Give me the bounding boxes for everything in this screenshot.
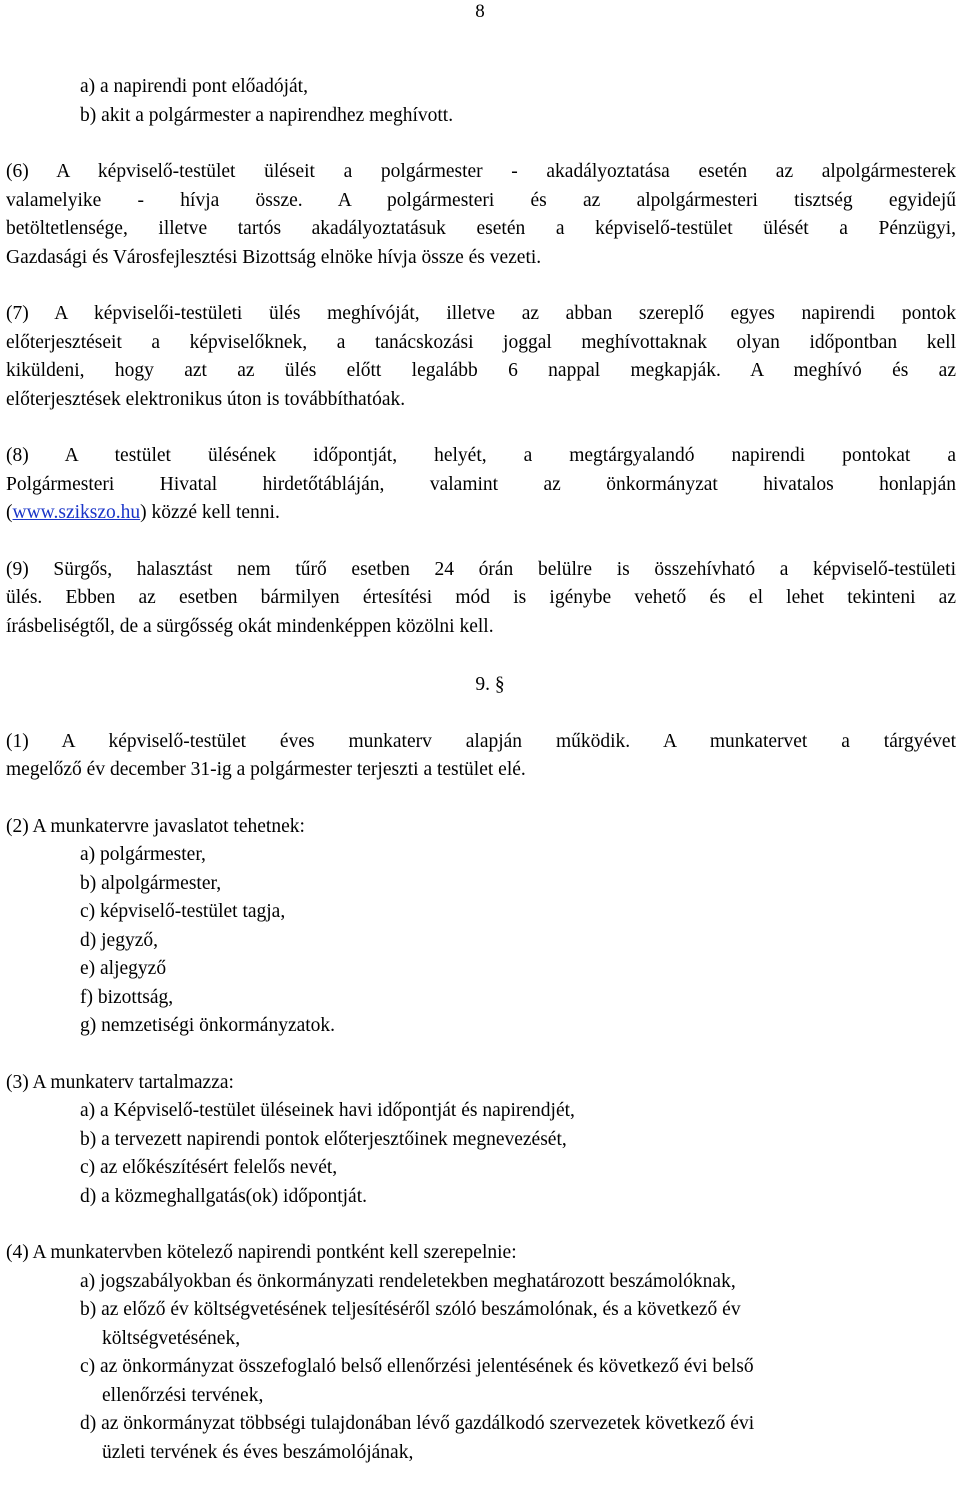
proposer-list [6, 841, 956, 1041]
text-line [6, 499, 956, 528]
section-heading: 9. § [475, 674, 505, 695]
list-item: b) a tervezett napirendi pontok előterjesztőinek megnevezését, [80, 1128, 567, 1150]
paragraph-heading: (4) A munkatervben kötelező napirendi pontként kell szerepelnie: [6, 1242, 517, 1263]
text-line: betöltetlensége, illetve tartós akadályoztatásuk esetén a képviselő-testület ülését a Pénzügyi, [6, 218, 956, 239]
text-line: (9) Sürgős, halasztást nem tűrő esetben 24 órán belülre is összehívható a képviselő-testületi [6, 558, 956, 580]
text-line: valamelyike - hívja össze. A polgármesteri és az alpolgármesteri tisztség egyidejű [6, 189, 956, 211]
text-line: (6) A képviselő-testület üléseit a polgármester - akadályoztatása esetén az alpolgármesterek [6, 161, 956, 182]
list-item: d) az önkormányzat többségi tulajdonában lévő gazdálkodó szervezetek következő évi [80, 1413, 755, 1434]
list-item: c) az előkészítésért felelős nevét, [80, 1157, 338, 1178]
text-line: ülés. Ebben az esetben bármilyen értesítési mód is igénybe vehető és el lehet tekinteni az [6, 587, 956, 608]
list-item: a) jogszabályokban és önkormányzati rendeletekben meghatározott beszámolóknak, [80, 1270, 736, 1292]
text-line: előterjesztések elektronikus úton is továbbíthatóak. [6, 388, 406, 410]
list-item: c) az önkormányzat összefoglaló belső ellenőrzési jelentésének és következő évi belső [80, 1356, 754, 1377]
list-item: b) az előző év költségvetésének teljesítéséről szóló beszámolónak, és a következő év [80, 1299, 741, 1320]
list-item: d) jegyző, [80, 929, 158, 951]
mandatory-items-list [6, 1268, 956, 1468]
paragraph-8 [6, 442, 956, 528]
text-line: Polgármesteri Hivatal hirdetőtábláján, valamint az önkormányzat hivatalos honlapján [6, 473, 956, 495]
text-line: kiküldeni, hogy azt az ülés előtt legalább 6 nappal megkapják. A meghívó és az [6, 360, 956, 381]
list-item: a) a Képviselő-testület üléseinek havi időpontját és napirendjét, [80, 1100, 575, 1121]
list-item-continuation: ellenőrzési tervének, [102, 1384, 264, 1406]
text-line: (8) A testület ülésének időpontját, helyét, a megtárgyalandó napirendi pontokat a [6, 445, 956, 466]
list-item: g) nemzetiségi önkormányzatok. [80, 1015, 336, 1036]
section-paragraph-1 [6, 728, 956, 785]
list-item: b) alpolgármester, [80, 872, 222, 894]
text-line: (7) A képviselői-testületi ülés meghívóját, illetve az abban szereplő egyes napirendi pontok [6, 303, 956, 324]
list-item: c) képviselő-testület tagja, [80, 901, 286, 922]
list-item: f) bizottság, [80, 986, 174, 1008]
paren: ( [6, 502, 13, 523]
list-item-continuation: költségvetésének, [102, 1327, 241, 1349]
section-paragraph-2 [6, 813, 956, 1041]
paragraph-6 [6, 158, 956, 272]
list-item: e) aljegyző [80, 958, 167, 979]
paragraph-7 [6, 300, 956, 414]
document-body [6, 73, 956, 1467]
website-link[interactable]: www.szikszo.hu [12, 502, 141, 523]
text-line: (1) A képviselő-testület éves munkaterv alapján működik. A munkatervet a tárgyévet [6, 730, 956, 752]
text-line: előterjesztéseit a képviselőknek, a tanácskozási joggal meghívottaknak olyan időpontban kell [6, 331, 956, 353]
list-item: d) a közmeghallgatás(ok) időpontját. [80, 1185, 367, 1207]
list-item: b) akit a polgármester a napirendhez meghívott. [80, 104, 454, 126]
list-item-continuation: üzleti tervének és éves beszámolójának, [102, 1441, 414, 1463]
text-line: megelőző év december 31-ig a polgármester terjeszti a testület elé. [6, 759, 526, 780]
text-fragment: ) közzé kell tenni. [140, 502, 280, 523]
list-item: a) polgármester, [80, 844, 206, 865]
paragraph-heading: (3) A munkaterv tartalmazza: [6, 1071, 234, 1093]
contents-list [6, 1097, 956, 1211]
page-number: 8 [475, 1, 485, 22]
paragraph-9 [6, 556, 956, 642]
section-paragraph-3 [6, 1069, 956, 1212]
text-line: Gazdasági és Városfejlesztési Bizottság elnöke hívja össze és vezeti. [6, 246, 542, 268]
intro-list [6, 73, 956, 130]
list-item: a) a napirendi pont előadóját, [80, 76, 308, 97]
text-line: írásbeliségtől, de a sürgősség okát mindenképpen közölni kell. [6, 615, 494, 637]
section-paragraph-4 [6, 1239, 956, 1467]
paragraph-heading: (2) A munkatervre javaslatot tehetnek: [6, 815, 305, 837]
